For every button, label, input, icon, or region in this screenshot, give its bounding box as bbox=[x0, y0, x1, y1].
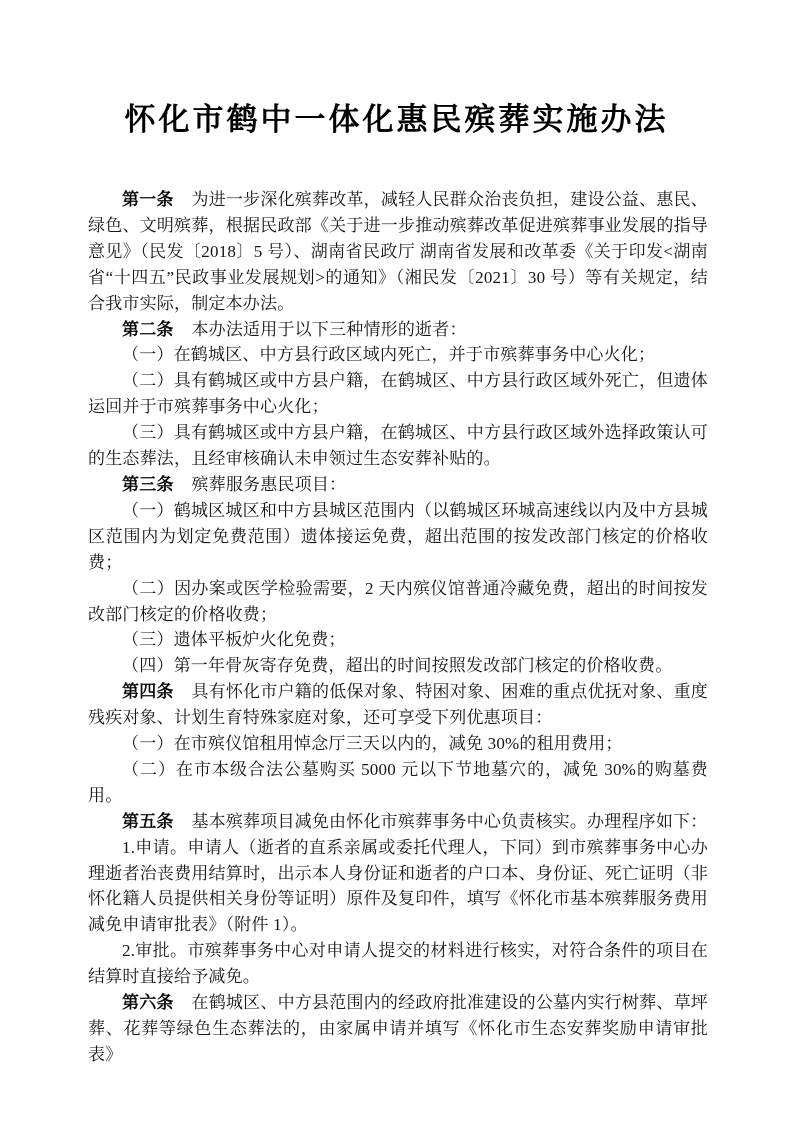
article-text: （一）在市殡仪馆租用悼念厅三天以内的，减免 30%的租用费用； bbox=[122, 734, 623, 754]
article-text: （二）具有鹤城区或中方县户籍，在鹤城区、中方县行政区域外死亡，但遗体运回并于市殡葬事务中心火化； bbox=[88, 371, 708, 417]
document-paragraph bbox=[88, 627, 708, 653]
document-paragraph bbox=[88, 990, 708, 1068]
document-paragraph bbox=[88, 472, 708, 498]
document-body bbox=[88, 187, 708, 1068]
article-text: （二）因办案或医学检验需要，2 天内殡仪馆普通冷藏免费，超出的时间按发改部门核定的价格收费； bbox=[88, 578, 708, 624]
document-paragraph bbox=[88, 653, 708, 679]
document-title: 怀化市鹤中一体化惠民殡葬实施办法 bbox=[124, 102, 669, 137]
article-text: 具有怀化市户籍的低保对象、特困对象、困难的重点优抚对象、重度残疾对象、计划生育特殊家庭对象，还可享受下列优惠项目： bbox=[88, 682, 708, 728]
article-number: 第五条 bbox=[122, 811, 174, 831]
article-number: 第一条 bbox=[122, 190, 174, 209]
document-paragraph bbox=[88, 187, 708, 317]
document-paragraph bbox=[88, 809, 708, 835]
article-text: （一）在鹤城区、中方县行政区域内死亡，并于市殡葬事务中心火化； bbox=[122, 345, 656, 365]
document-paragraph bbox=[88, 731, 708, 757]
article-text: 基本殡葬项目减免由怀化市殡葬事务中心负责核实。办理程序如下： bbox=[191, 811, 708, 831]
document-paragraph bbox=[88, 368, 708, 420]
document-paragraph bbox=[88, 342, 708, 368]
article-text: 本办法适用于以下三种情形的逝者： bbox=[191, 319, 467, 339]
article-text: （一）鹤城区城区和中方县城区范围内（以鹤城区环城高速线以内及中方县城区范围内为划定免费范围）遗体接运免费，超出范围的按发改部门核定的价格收费； bbox=[88, 500, 708, 572]
article-number: 第三条 bbox=[122, 474, 174, 494]
document-paragraph bbox=[88, 835, 708, 939]
article-text: 在鹤城区、中方县范围内的经政府批准建设的公墓内实行树葬、草坪葬、花葬等绿色生态葬法的，由家属申请并填写《怀化市生态安葬奖励申请审批表》 bbox=[88, 993, 708, 1064]
document-paragraph bbox=[88, 679, 708, 731]
article-number: 第四条 bbox=[122, 682, 174, 702]
document-paragraph bbox=[88, 420, 708, 472]
document-paragraph bbox=[88, 498, 708, 576]
article-text: （四）第一年骨灰寄存免费，超出的时间按照发改部门核定的价格收费。 bbox=[122, 656, 673, 676]
article-text: （三）具有鹤城区或中方县户籍，在鹤城区、中方县行政区域外选择政策认可的生态葬法，且经审核确认未申领过生态安葬补贴的。 bbox=[88, 423, 708, 469]
article-number: 第二条 bbox=[122, 319, 174, 339]
article-text: 为进一步深化殡葬改革，减轻人民群众治丧负担，建设公益、惠民、绿色、文明殡葬，根据民政部《关于进一步推动殡葬改革促进殡葬事业发展的指导意见》（民发〔2018〕5 号）、湖南省民政厅 湖南省发展和改革委《关于印发<湖南省“十四五”民政事业发展规划>的通知》（湘民发〔2021〕30 号）等有关规定，结合我市实际，制定本办法。 bbox=[88, 190, 708, 313]
document-paragraph bbox=[88, 576, 708, 628]
document-paragraph bbox=[88, 757, 708, 809]
article-number: 第六条 bbox=[122, 993, 174, 1013]
article-text: 1.申请。申请人（逝者的直系亲属或委托代理人，下同）到市殡葬事务中心办理逝者治丧费用结算时，出示本人身份证和逝者的户口本、身份证、死亡证明（非怀化籍人员提供相关身份等证明）原件及复印件，填写《怀化市基本殡葬服务费用减免申请审批表》（附件 1）。 bbox=[88, 837, 708, 935]
article-text: 殡葬服务惠民项目： bbox=[191, 474, 347, 494]
document-paragraph bbox=[88, 938, 708, 990]
article-text: （二）在市本级合法公墓购买 5000 元以下节地墓穴的，减免 30%的购墓费用。 bbox=[88, 759, 708, 805]
article-text: （三）遗体平板炉火化免费； bbox=[122, 630, 346, 650]
document-paragraph bbox=[88, 317, 708, 343]
article-text: 2.审批。市殡葬事务中心对申请人提交的材料进行核实，对符合条件的项目在结算时直接给予减免。 bbox=[88, 941, 708, 987]
